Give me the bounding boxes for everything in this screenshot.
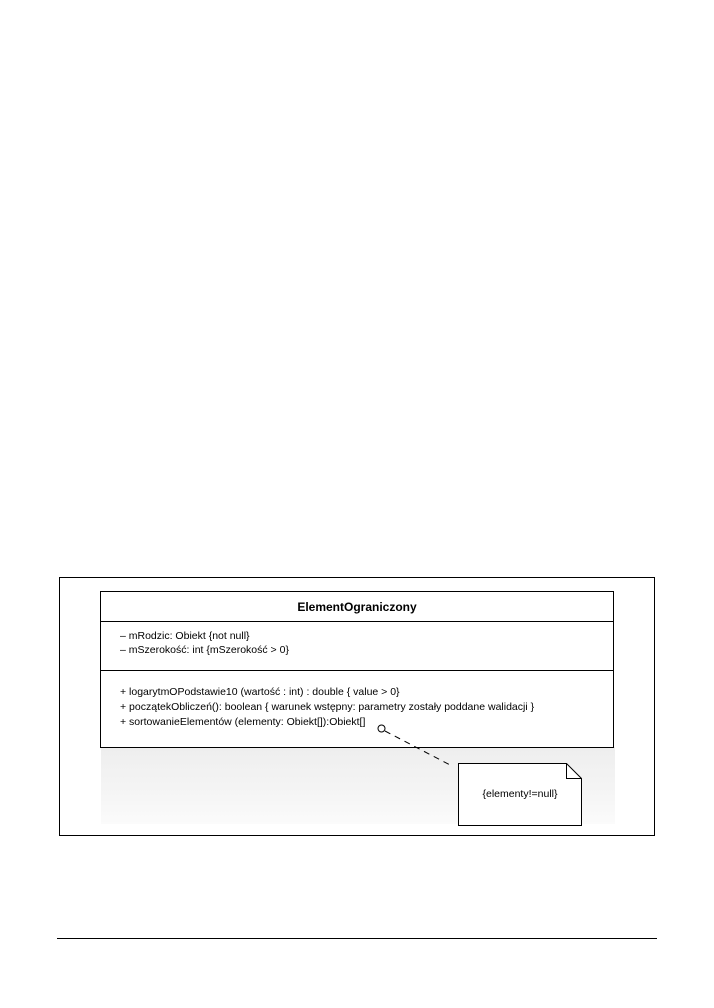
attributes-compartment: [101, 622, 613, 671]
uml-note: [458, 763, 582, 826]
uml-class-box: [100, 591, 614, 748]
class-name: ElementOgraniczony: [101, 592, 613, 622]
operations-compartment: [101, 671, 613, 730]
operation-line: + logarytmOPodstawie10 (wartość : int) : double { value > 0}: [120, 686, 400, 698]
footer-rule: [57, 938, 657, 939]
note-text: {elementy!=null}: [482, 788, 558, 800]
attribute-line: – mSzerokość: int {mSzerokość > 0}: [120, 644, 289, 656]
operation-line: + sortowanieElementów (elementy: Obiekt[]):Obiekt[]: [120, 716, 366, 728]
operation-line: + początekObliczeń(): boolean { warunek wstępny: parametry zostały poddane walidacji }: [120, 701, 535, 713]
attribute-line: – mRodzic: Obiekt {not null}: [120, 630, 250, 642]
